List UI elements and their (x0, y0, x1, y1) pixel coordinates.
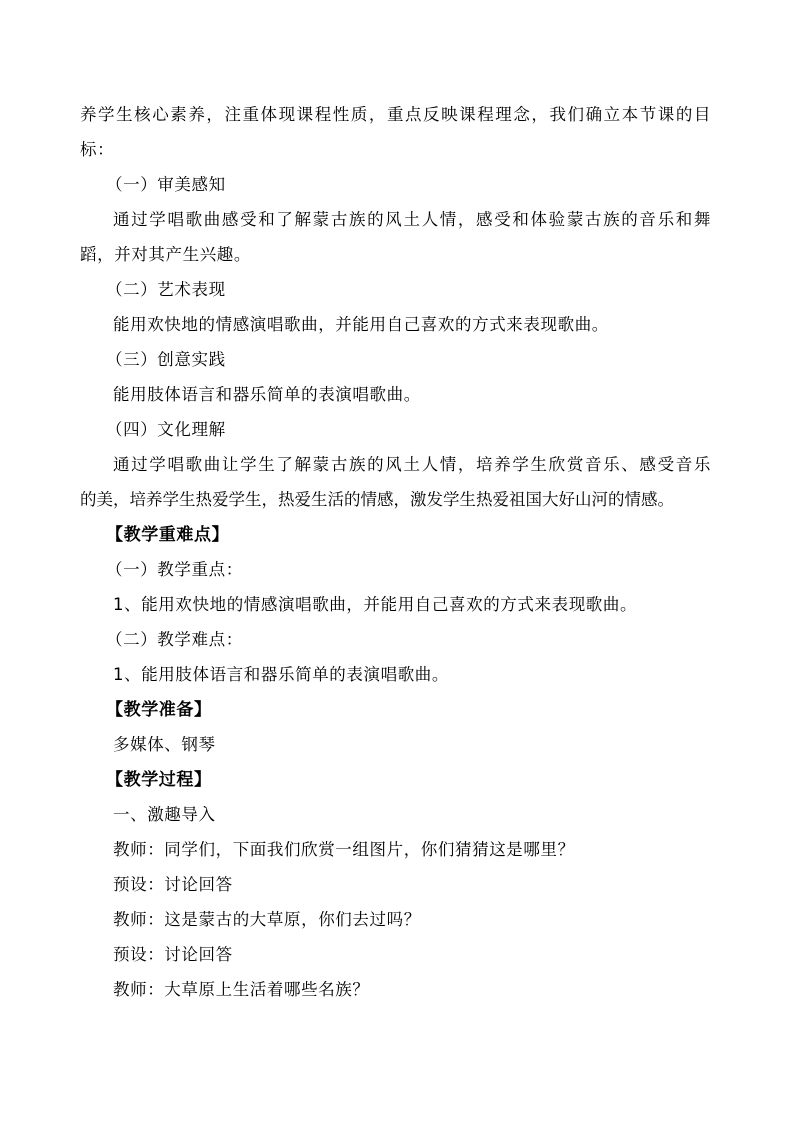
subsection-label: （二）教学难点： (106, 630, 243, 649)
section-subheading: （一）审美感知 (106, 175, 226, 194)
paragraph-line: 多媒体、钢琴 (113, 735, 216, 754)
dialogue-line: 教师：同学们，下面我们欣赏一组图片，你们猜猜这是哪里？ (113, 840, 575, 859)
paragraph-line: 1、能用欢快地的情感演唱歌曲，并能用自己喜欢的方式来表现歌曲。 (113, 595, 638, 614)
section-heading: 【教学准备】 (106, 700, 212, 720)
paragraph-line: 通过学唱歌曲感受和了解蒙古族的风土人情，感受和体验蒙古族的音乐和舞 (113, 210, 711, 229)
paragraph-line: 1、能用肢体语言和器乐简单的表演唱歌曲。 (113, 665, 449, 684)
dialogue-line: 预设：讨论回答 (113, 875, 233, 894)
paragraph-line: 标： (80, 140, 115, 159)
dialogue-line: 预设：讨论回答 (113, 945, 233, 964)
paragraph-line: 能用欢快地的情感演唱歌曲，并能用自己喜欢的方式来表现歌曲。 (113, 315, 609, 334)
subsection-label: 一、激趣导入 (113, 805, 216, 824)
paragraph-line: 养学生核心素养，注重体现课程性质，重点反映课程理念，我们确立本节课的目 (80, 105, 711, 124)
section-heading: 【教学重难点】 (106, 525, 230, 545)
section-heading: 【教学过程】 (106, 770, 212, 790)
paragraph-line: 通过学唱歌曲让学生了解蒙古族的风土人情，培养学生欣赏音乐、感受音乐 (113, 455, 711, 474)
section-subheading: （四）文化理解 (106, 420, 226, 439)
section-subheading: （三）创意实践 (106, 350, 226, 369)
paragraph-line: 蹈，并对其产生兴趣。 (80, 245, 251, 264)
paragraph-line: 能用肢体语言和器乐简单的表演唱歌曲。 (113, 385, 421, 404)
subsection-label: （一）教学重点： (106, 560, 243, 579)
paragraph-line: 的美，培养学生热爱学生，热爱生活的情感，激发学生热爱祖国大好山河的情感。 (80, 490, 674, 509)
section-subheading: （二）艺术表现 (106, 280, 226, 299)
dialogue-line: 教师：这是蒙古的大草原，你们去过吗？ (113, 910, 421, 929)
dialogue-line: 教师：大草原上生活着哪些名族？ (113, 980, 370, 999)
